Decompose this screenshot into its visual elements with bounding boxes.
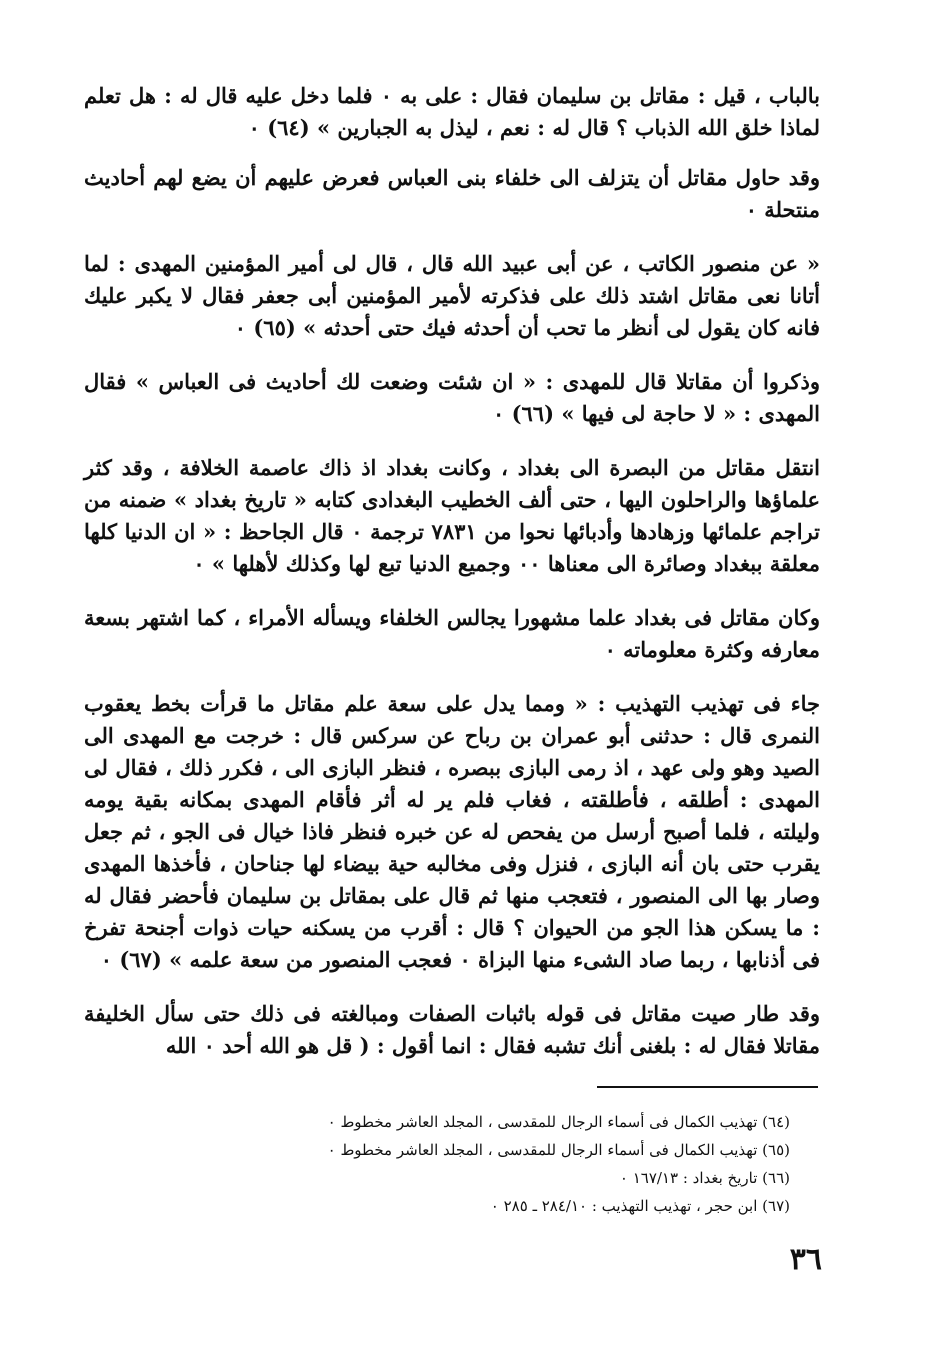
paragraph-8: وقد طار صيت مقاتل فى قوله باثبات الصفات ومبالغته فى ذلك حتى سأل الخليفة مقاتلا فقال له : بلغنى أنك تشبه فقال : انما أقول : ( قل هو الله أحد ٠ الله (84, 1001, 820, 1058)
page-number: ٣٦ (789, 1242, 822, 1277)
paragraph-2: وقد حاول مقاتل أن يتزلف الى خلفاء بنى العباس فعرض عليهم أن يضع لهم أحاديث منتحلة ٠ (84, 165, 820, 222)
footnotes (230, 1108, 790, 1220)
footnote-66: (٦٦) تاريخ بغداد : ١٦٧/١٣ ٠ (619, 1169, 790, 1187)
paragraph-5: انتقل مقاتل من البصرة الى بغداد ، وكانت بغداد اذ ذاك عاصمة الخلافة ، وقد كثر علماؤها والراحلون اليها ، حتى ألف الخطيب البغدادى كتابه « تاريخ بغداد » ضمنه من تراجم علمائها وزهادها وأدبائها نحوا من ٧٨٣١ ترجمة ٠ قال الجاحظ : « ان الدنيا كلها معلقة ببغداد وصائرة الى معناها ٠٠ وجميع الدنيا تبع لها وكذلك لأهلها » ٠ (84, 455, 820, 576)
footnote-65: (٦٥) تهذيب الكمال فى أسماء الرجال للمقدسى ، المجلد العاشر مخطوط ٠ (327, 1141, 790, 1159)
footnote-67: (٦٧) ابن حجر ، تهذيب التهذيب : ٢٨٤/١٠ ـ ٢٨٥ ٠ (490, 1197, 790, 1215)
footnote-divider (597, 1086, 818, 1088)
paragraph-1: بالباب ، قيل : مقاتل بن سليمان فقال : على به ٠ فلما دخل عليه قال له : هل تعلم لماذا خلق الله الذباب ؟ قال له : نعم ، ليذل به الجبارين » (٦٤) ٠ (84, 83, 820, 140)
paragraph-4: وذكروا أن مقاتلا قال للمهدى : « ان شئت وضعت لك أحاديث فى العباس » فقال المهدى : « لا حاجة لى فيها » (٦٦) ٠ (84, 369, 820, 426)
body-text (84, 80, 820, 1084)
footnote-64: (٦٤) تهذيب الكمال فى أسماء الرجال للمقدسى ، المجلد العاشر مخطوط ٠ (327, 1113, 790, 1131)
paragraph-6: وكان مقاتل فى بغداد علما مشهورا يجالس الخلفاء ويسأله الأمراء ، كما اشتهر بسعة معارفه وكثرة معلوماته ٠ (84, 605, 820, 662)
paragraph-3: « عن منصور الكاتب ، عن أبى عبيد الله قال ، قال لى أمير المؤمنين المهدى : لما أتانا نعى مقاتل اشتد ذلك على فذكرته لأمير المؤمنين أبى جعفر فقال لا يكبر عليك فانه كان يقول لى أنظر ما تحب أن أحدثه فيك حتى أحدثه » (٦٥) ٠ (84, 251, 820, 340)
paragraph-7: جاء فى تهذيب التهذيب : « ومما يدل على سعة علم مقاتل ما قرأت بخط يعقوب النمرى قال : حدثنى أبو عمران بن رباح عن سركس قال : خرجت مع المهدى الى الصيد وهو ولى عهد ، اذ رمى البازى ببصره ، فنظر البازى الى ، فكرر ذلك ، فقال لى المهدى : أطلقه ، فأطلقته ، فغاب فلم ير له أثر فأقام المهدى بمكانه بقية يومه وليلته ، فلما أصبح أرسل من يفحص له عن خبره فنظر فاذا خيال فى الجو ، ثم جعل يقرب حتى بان أنه البازى ، فنزل وفى مخالبه حية بيضاء لها جناحان ، فأخذها المهدى وصار بها الى المنصور ، فتعجب منها ثم قال على بمقاتل بن سليمان فأحضر فقال له : ما يسكن هذا الجو من الحيوان ؟ قال : أقرب من يسكنه حيات ذوات أجنحة تفرخ فى أذنابها ، ربما صاد الشىء منها البزاة ٠ فعجب المنصور من سعة علمه » (٦٧) ٠ (84, 691, 820, 972)
